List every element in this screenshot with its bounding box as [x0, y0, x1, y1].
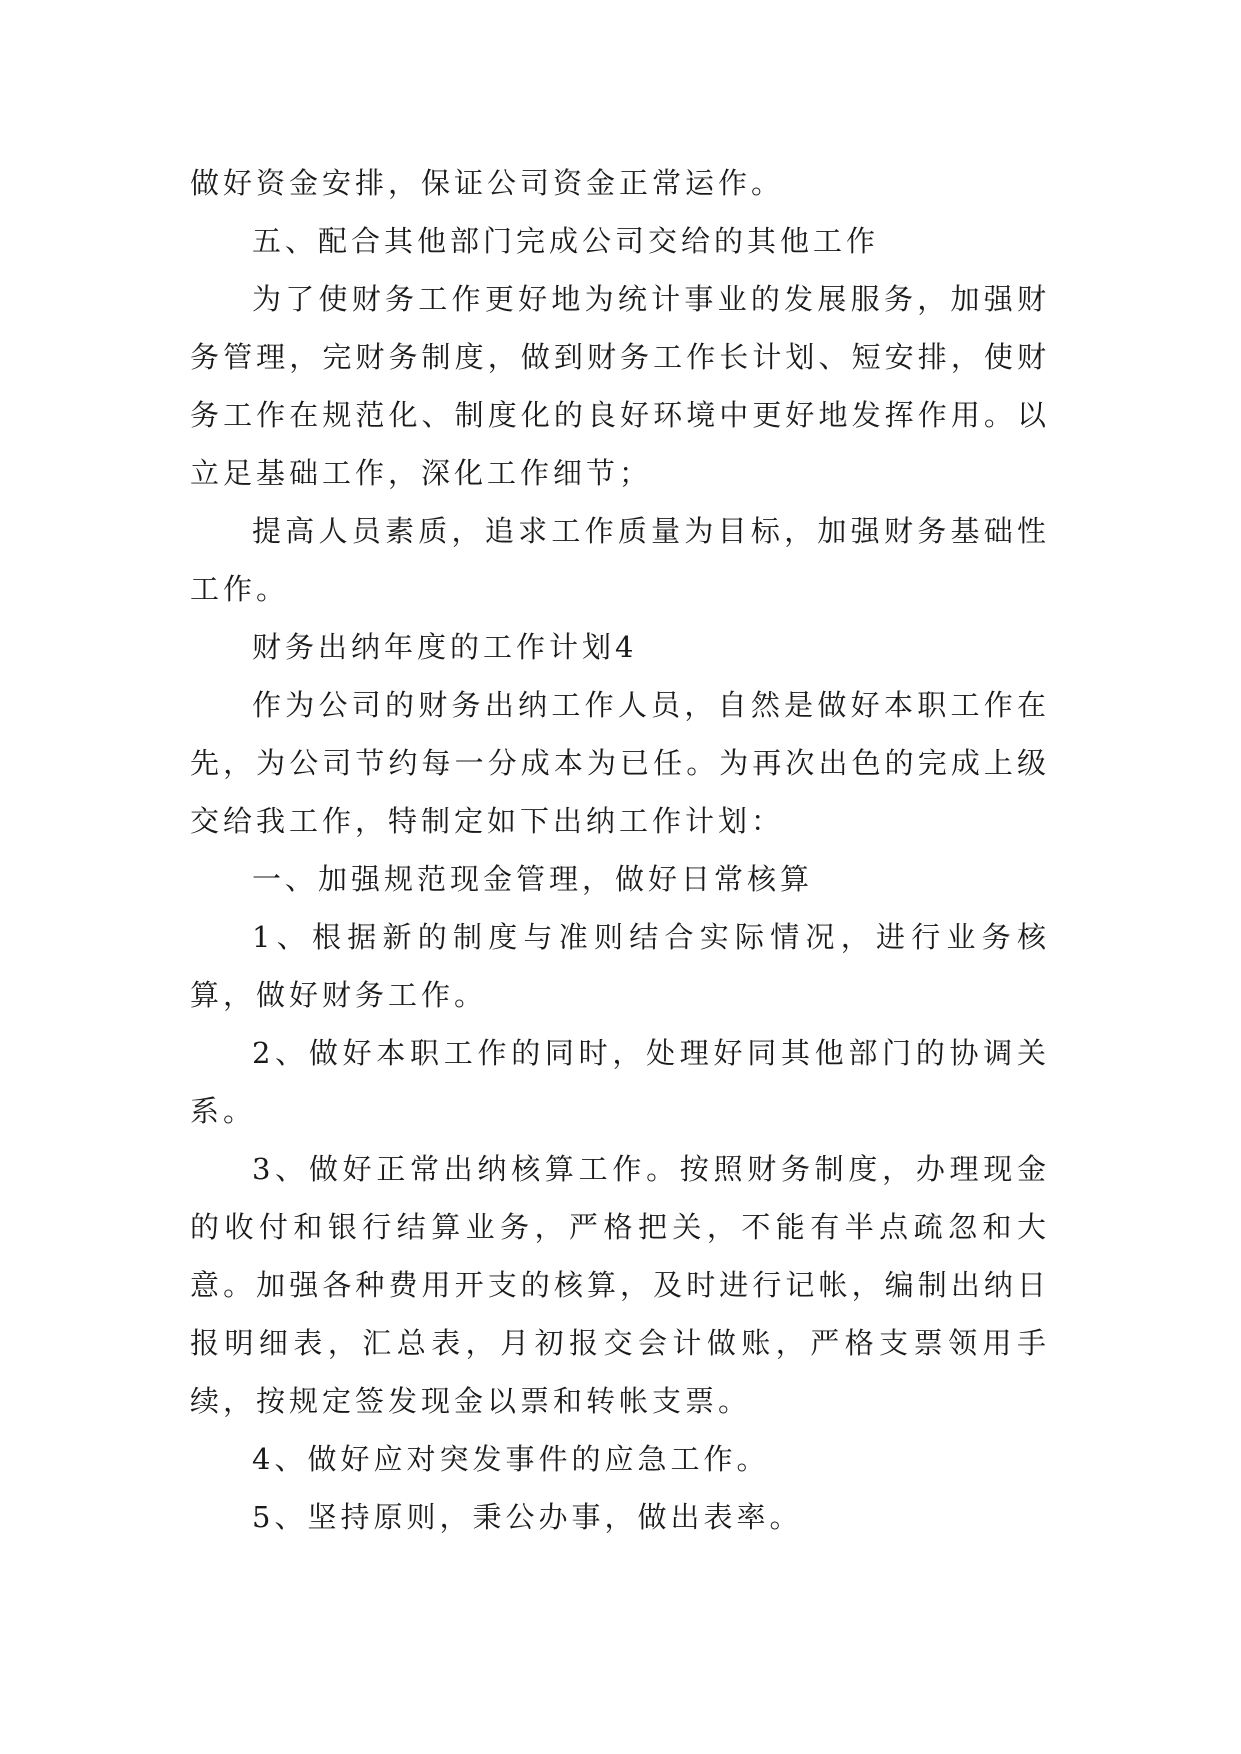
paragraph-12: 5、坚持原则，秉公办事，做出表率。: [252, 1500, 803, 1534]
paragraph-3: 为了使财务工作更好地为统计事业的发展服务，加强财务管理，完财务制度，做到财务工作长计划、短安排，使财务工作在规范化、制度化的良好环境中更好地发挥作用。以立足基础工作，深化工作细节；: [190, 282, 1050, 490]
paragraph-11: 4、做好应对突发事件的应急工作。: [252, 1442, 770, 1476]
paragraph-8: 1、根据新的制度与准则结合实际情况，进行业务核算，做好财务工作。: [190, 920, 1050, 1012]
paragraph-6: 作为公司的财务出纳工作人员，自然是做好本职工作在先，为公司节约每一分成本为已任。为再次出色的完成上级交给我工作，特制定如下出纳工作计划：: [190, 688, 1050, 838]
paragraph-7: 一、加强规范现金管理，做好日常核算: [252, 862, 814, 896]
paragraph-9: 2、做好本职工作的同时，处理好同其他部门的协调关系。: [190, 1036, 1050, 1128]
paragraph-2: 五、配合其他部门完成公司交给的其他工作: [252, 224, 880, 258]
document-body: [190, 154, 1050, 1546]
paragraph-10: 3、做好正常出纳核算工作。按照财务制度，办理现金的收付和银行结算业务，严格把关，不能有半点疏忽和大意。加强各种费用开支的核算，及时进行记帐，编制出纳日报明细表，汇总表，月初报交会计做账，严格支票领用手续，按规定签发现金以票和转帐支票。: [190, 1152, 1050, 1418]
section-heading: 财务出纳年度的工作计划4: [252, 630, 638, 664]
paragraph-1: 做好资金安排，保证公司资金正常运作。: [190, 166, 785, 200]
paragraph-4: 提高人员素质，追求工作质量为目标，加强财务基础性工作。: [190, 514, 1050, 606]
